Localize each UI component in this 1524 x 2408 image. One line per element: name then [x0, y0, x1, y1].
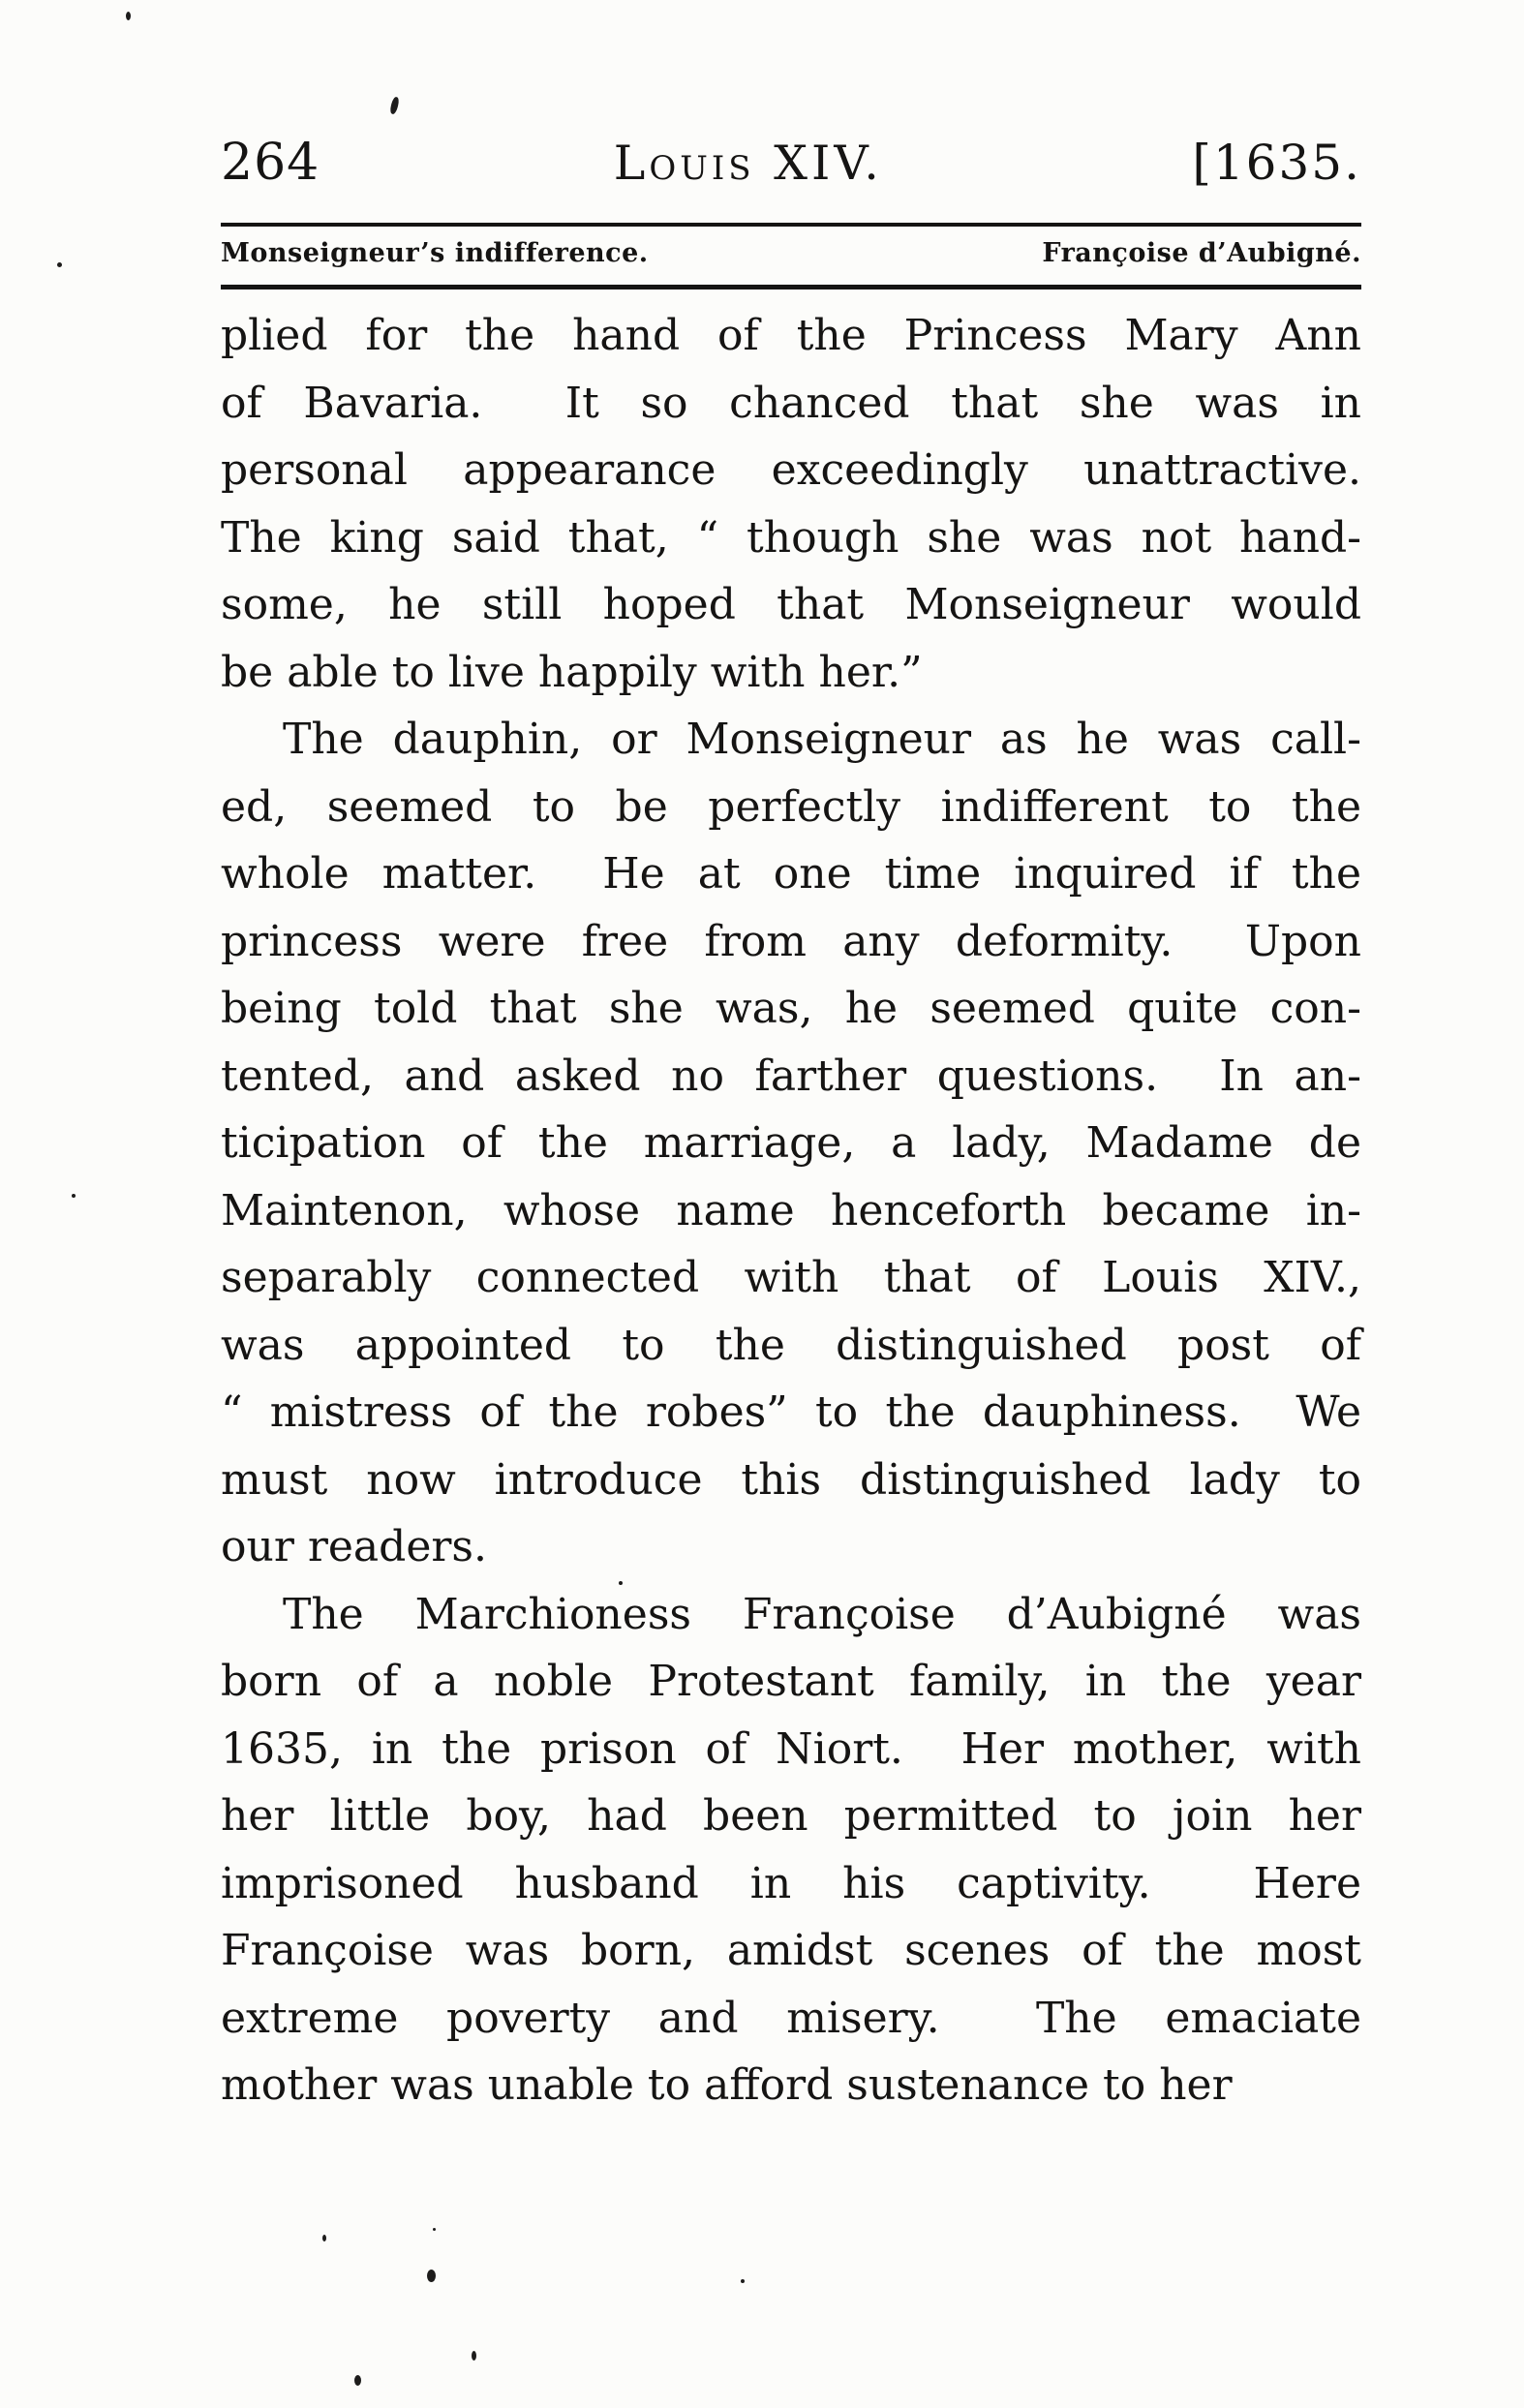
scan-speck — [126, 12, 131, 20]
text-line: The dauphin, or Monseigneur as he was call- — [283, 715, 1361, 764]
text-line: tented, and asked no farther questions. In an- — [221, 1051, 1361, 1101]
text-line: born of a noble Protestant family, in the year — [221, 1657, 1361, 1706]
page-body-text — [221, 302, 1361, 2119]
text-line: Maintenon, whose name henceforth became in- — [221, 1185, 1361, 1235]
text-line: of Bavaria. It so chanced that she was in — [221, 378, 1361, 428]
text-line: separably connected with that of Louis XIV., — [221, 1253, 1361, 1302]
running-heads — [221, 238, 1361, 269]
running-title: Louis XIV. — [613, 136, 883, 191]
scan-speck — [57, 262, 62, 267]
text-line: plied for the hand of the Princess Mary Ann — [221, 311, 1361, 360]
text-line: imprisoned husband in his captivity. Here — [221, 1858, 1361, 1908]
date-marker: [1635. — [1192, 135, 1361, 191]
text-line: The Marchioness Françoise d’Aubigné was — [283, 1589, 1361, 1639]
scan-speck — [741, 2279, 745, 2283]
text-line: 1635, in the prison of Niort. Her mother, with — [221, 1723, 1361, 1774]
page-number: 264 — [221, 134, 320, 192]
text-line: some, he still hoped that Monseigneur would — [221, 580, 1361, 629]
text-line: whole matter. He at one time inquired if the — [221, 849, 1361, 899]
scan-speck — [433, 2228, 436, 2231]
divider-rule-bottom — [221, 285, 1361, 290]
running-head-right: Françoise d’Aubigné. — [1042, 238, 1361, 268]
scan-speck — [389, 96, 400, 114]
text-line: ticipation of the marriage, a lady, Madame de — [221, 1118, 1361, 1168]
text-line: be able to live happily with her.” — [221, 647, 923, 697]
scan-speck — [354, 2375, 361, 2386]
text-line: mother was unable to afford sustenance to her — [221, 2060, 1233, 2110]
divider-rule-top — [221, 223, 1361, 227]
text-line: being told that she was, he seemed quite con- — [221, 984, 1361, 1033]
scan-speck — [72, 1194, 76, 1198]
text-line: her little boy, had been permitted to join her — [221, 1791, 1361, 1841]
scan-speck — [427, 2270, 436, 2282]
text-line: personal appearance exceedingly unattractive. — [221, 445, 1361, 495]
scan-speck — [619, 1581, 623, 1585]
text-line: “ mistress of the robes” to the dauphiness. We — [221, 1387, 1361, 1437]
text-line: princess were free from any deformity. Upon — [221, 916, 1361, 966]
text-line: was appointed to the distinguished post of — [221, 1320, 1361, 1370]
text-line: Françoise was born, amidst scenes of the most — [221, 1926, 1361, 1975]
page-header — [221, 136, 1361, 191]
text-line: must now introduce this distinguished lady to — [221, 1454, 1361, 1505]
text-line: ed, seemed to be perfectly indifferent to the — [221, 781, 1361, 832]
text-line: our readers. — [221, 1522, 487, 1571]
text-line: extreme poverty and misery. The emaciate — [221, 1993, 1361, 2043]
scan-speck — [472, 2351, 476, 2361]
text-line: The king said that, “ though she was not hand- — [221, 512, 1361, 563]
running-head-left: Monseigneur’s indifference. — [221, 238, 649, 268]
scan-speck — [322, 2235, 326, 2241]
